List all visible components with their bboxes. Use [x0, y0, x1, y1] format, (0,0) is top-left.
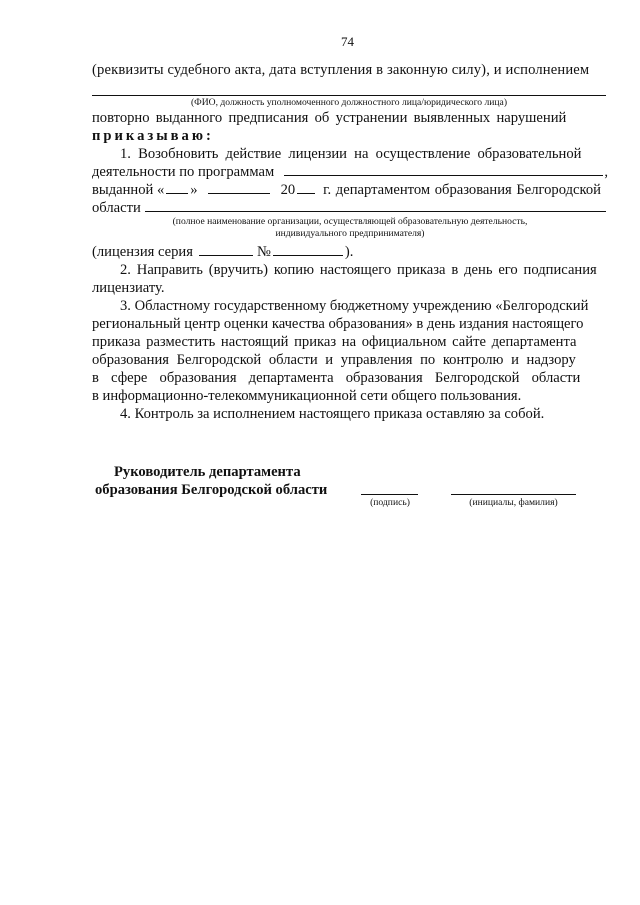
- paragraph-1-line: [92, 243, 392, 261]
- signatory-title: Руководитель департамента: [114, 464, 301, 480]
- fill-line: [273, 255, 343, 256]
- paragraph-1-line: [92, 163, 608, 181]
- text-fragment: ,: [604, 164, 608, 180]
- fill-line: [284, 175, 603, 176]
- text-fragment: (лицензия серия: [92, 244, 193, 260]
- paragraph-3-line: в сфере образования департамента образования Белгородской области: [92, 370, 581, 386]
- paragraph-3-line: 3. Областному государственному бюджетному учреждению «Белгородский: [120, 298, 589, 314]
- text-fragment: »: [190, 182, 198, 198]
- fill-line: [208, 193, 270, 194]
- paragraph-3-line: региональный центр оценки качества образования» в день издания настоящего: [92, 316, 584, 332]
- text-fragment: №: [256, 244, 271, 260]
- paragraph-1-line: [92, 181, 608, 199]
- text-fragment: деятельности по программам: [92, 164, 275, 180]
- paragraph-3-line: образования Белгородской области и управления по контролю и надзору: [92, 352, 576, 368]
- text-fragment: г. департаментом образования Белгородской: [323, 182, 601, 198]
- name-caption: (инициалы, фамилия): [469, 497, 558, 508]
- text-fragment: области: [92, 200, 141, 216]
- order-keyword: приказываю:: [92, 128, 214, 144]
- text-line: [92, 109, 608, 127]
- text-line-content: повторно выданного предписания об устранении выявленных нарушений: [92, 110, 567, 126]
- paragraph-2-line: 2. Направить (вручить) копию настоящего приказа в день его подписания: [120, 262, 597, 278]
- signature-line: [361, 494, 418, 495]
- text-fragment: 20: [280, 182, 296, 198]
- fill-line: [145, 211, 606, 212]
- paragraph-1-line: [92, 199, 608, 217]
- page-number: 74: [341, 34, 354, 49]
- signature-caption: (подпись): [370, 497, 410, 508]
- fill-line: [297, 193, 315, 194]
- name-line: [451, 494, 576, 495]
- paragraph-1-line: 1. Возобновить действие лицензии на осуществление образовательной: [120, 146, 582, 162]
- fill-line: [92, 95, 606, 96]
- field-caption: (ФИО, должность уполномоченного должностного лица/юридического лица): [190, 97, 508, 108]
- paragraph-2-line: лицензиату.: [92, 280, 165, 296]
- paragraph-4-line: 4. Контроль за исполнением настоящего приказа оставляю за собой.: [120, 406, 545, 422]
- signatory-title: образования Белгородской области: [95, 482, 328, 498]
- field-caption: (полное наименование организации, осуществляющей образовательную деятельность,: [172, 216, 528, 227]
- text-fragment: ).: [344, 244, 354, 260]
- fill-line: [199, 255, 253, 256]
- paragraph-3-line: в информационно-телекоммуникационной сети общего пользования.: [92, 388, 522, 404]
- text-line: (реквизиты судебного акта, дата вступления в законную силу), и исполнением: [92, 62, 590, 78]
- field-caption: индивидуального предпринимателя): [275, 228, 425, 239]
- text-fragment: выданной «: [92, 182, 165, 198]
- fill-line: [166, 193, 188, 194]
- paragraph-3-line: приказа разместить настоящий приказ на официальном сайте департамента: [92, 334, 577, 350]
